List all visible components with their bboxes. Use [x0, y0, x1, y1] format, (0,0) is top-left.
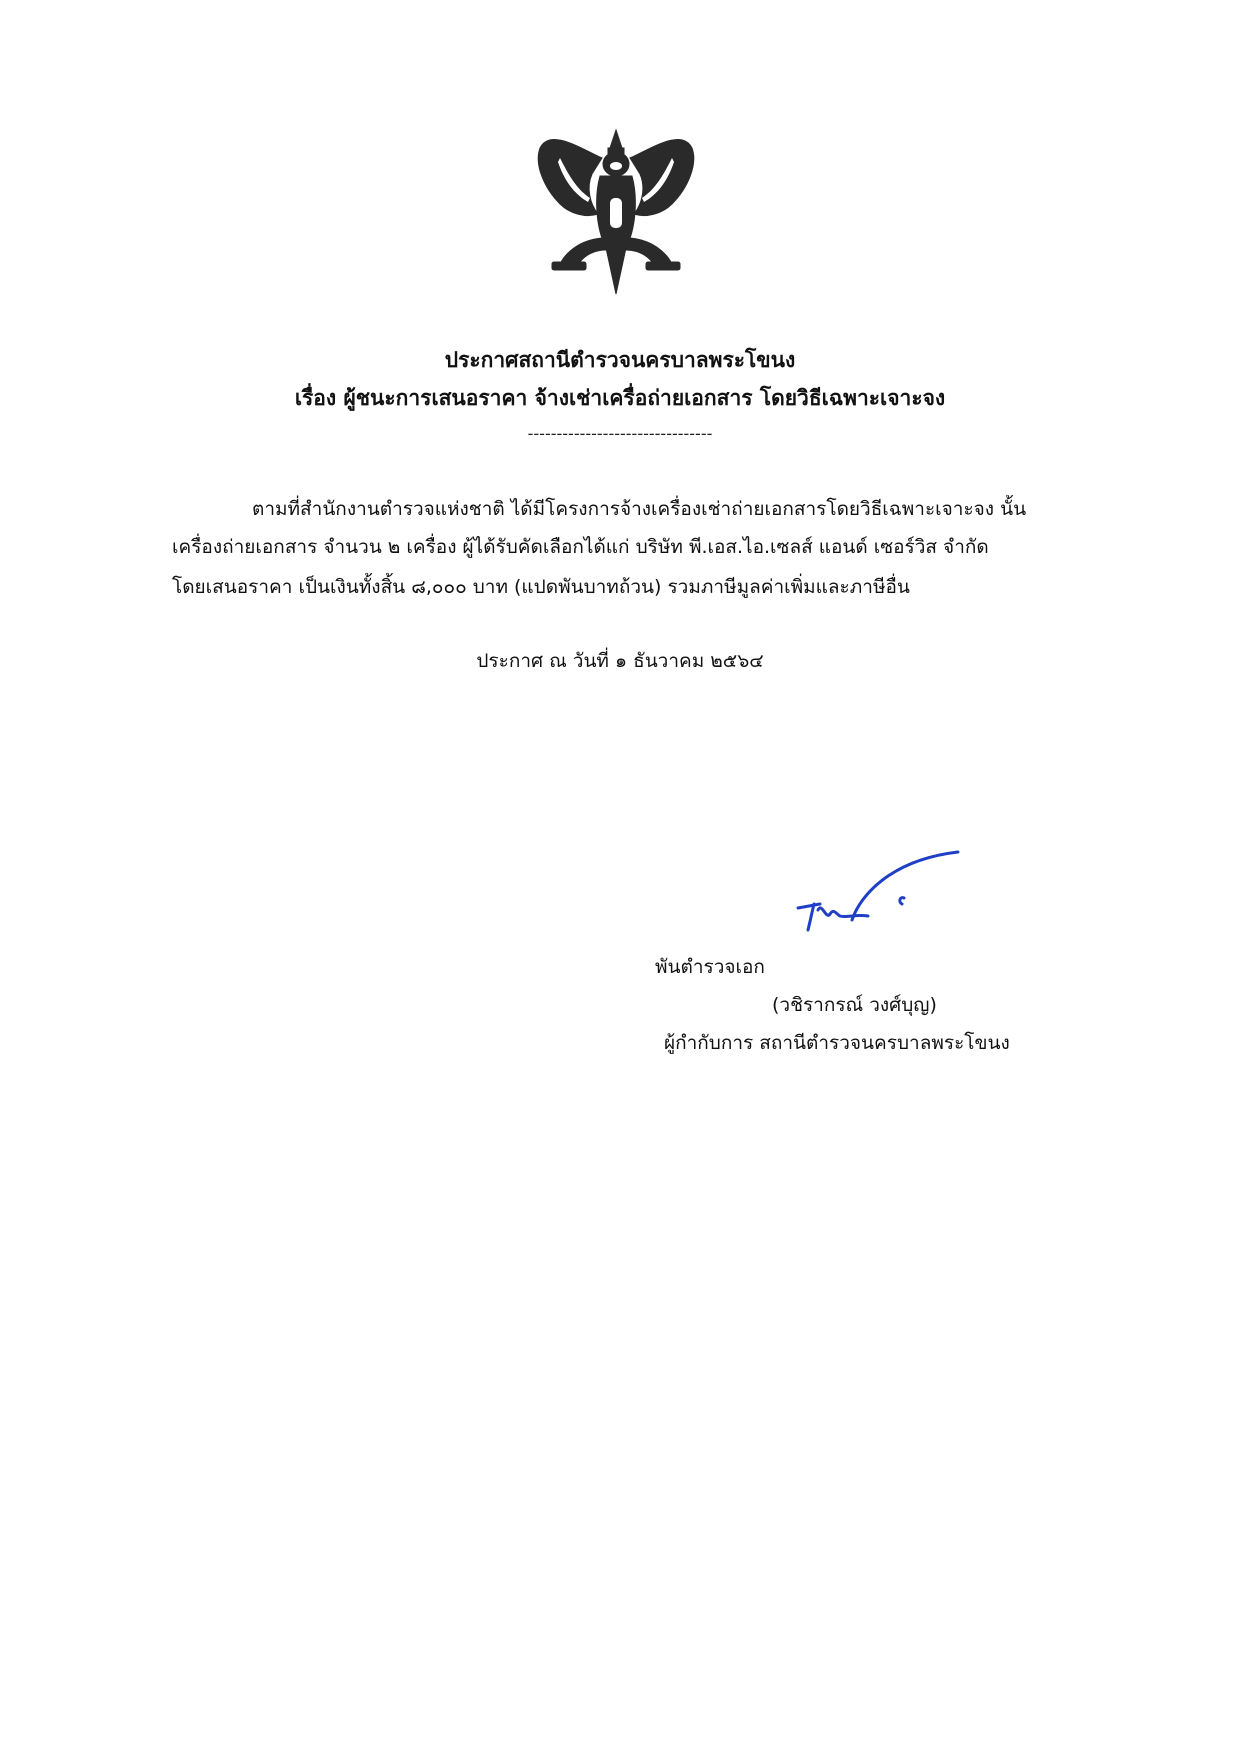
handwritten-signature	[790, 840, 970, 940]
signatory-rank: พันตำรวจเอก	[655, 956, 765, 978]
body-paragraph-line-1: ตามที่สำนักงานตำรวจแห่งชาติ ได้มีโครงการจ้างเครื่องเช่าถ่ายเอกสารโดยวิธีเฉพาะเจาะจง นั้น	[252, 498, 1027, 520]
document-subject: เรื่อง ผู้ชนะการเสนอราคา จ้างเช่าเครื่อถ่ายเอกสาร โดยวิธีเฉพาะเจาะจง	[294, 386, 946, 410]
body-paragraph-line-2: เครื่องถ่ายเอกสาร จำนวน ๒ เครื่อง ผู้ได้รับคัดเลือกได้แก่ บริษัท พี.เอส.ไอ.เซลส์ แอนด์ เซอร์วิส จำกัด	[172, 536, 989, 558]
garuda-emblem-icon	[530, 118, 702, 298]
body-paragraph-line-3: โดยเสนอราคา เป็นเงินทั้งสิ้น ๘,๐๐๐ บาท (แปดพันบาทถ้วน) รวมภาษีมูลค่าเพิ่มและภาษีอื่น	[172, 576, 910, 598]
signatory-name: (วชิรากรณ์ วงศ์บุญ)	[772, 994, 937, 1016]
title-divider: --------------------------------	[527, 424, 713, 443]
document-title: ประกาศสถานีตำรวจนครบาลพระโขนง	[444, 348, 796, 372]
signatory-position: ผู้กำกับการ สถานีตำรวจนครบาลพระโขนง	[664, 1032, 1010, 1054]
announcement-date: ประกาศ ณ วันที่ ๑ ธันวาคม ๒๕๖๔	[476, 650, 764, 672]
